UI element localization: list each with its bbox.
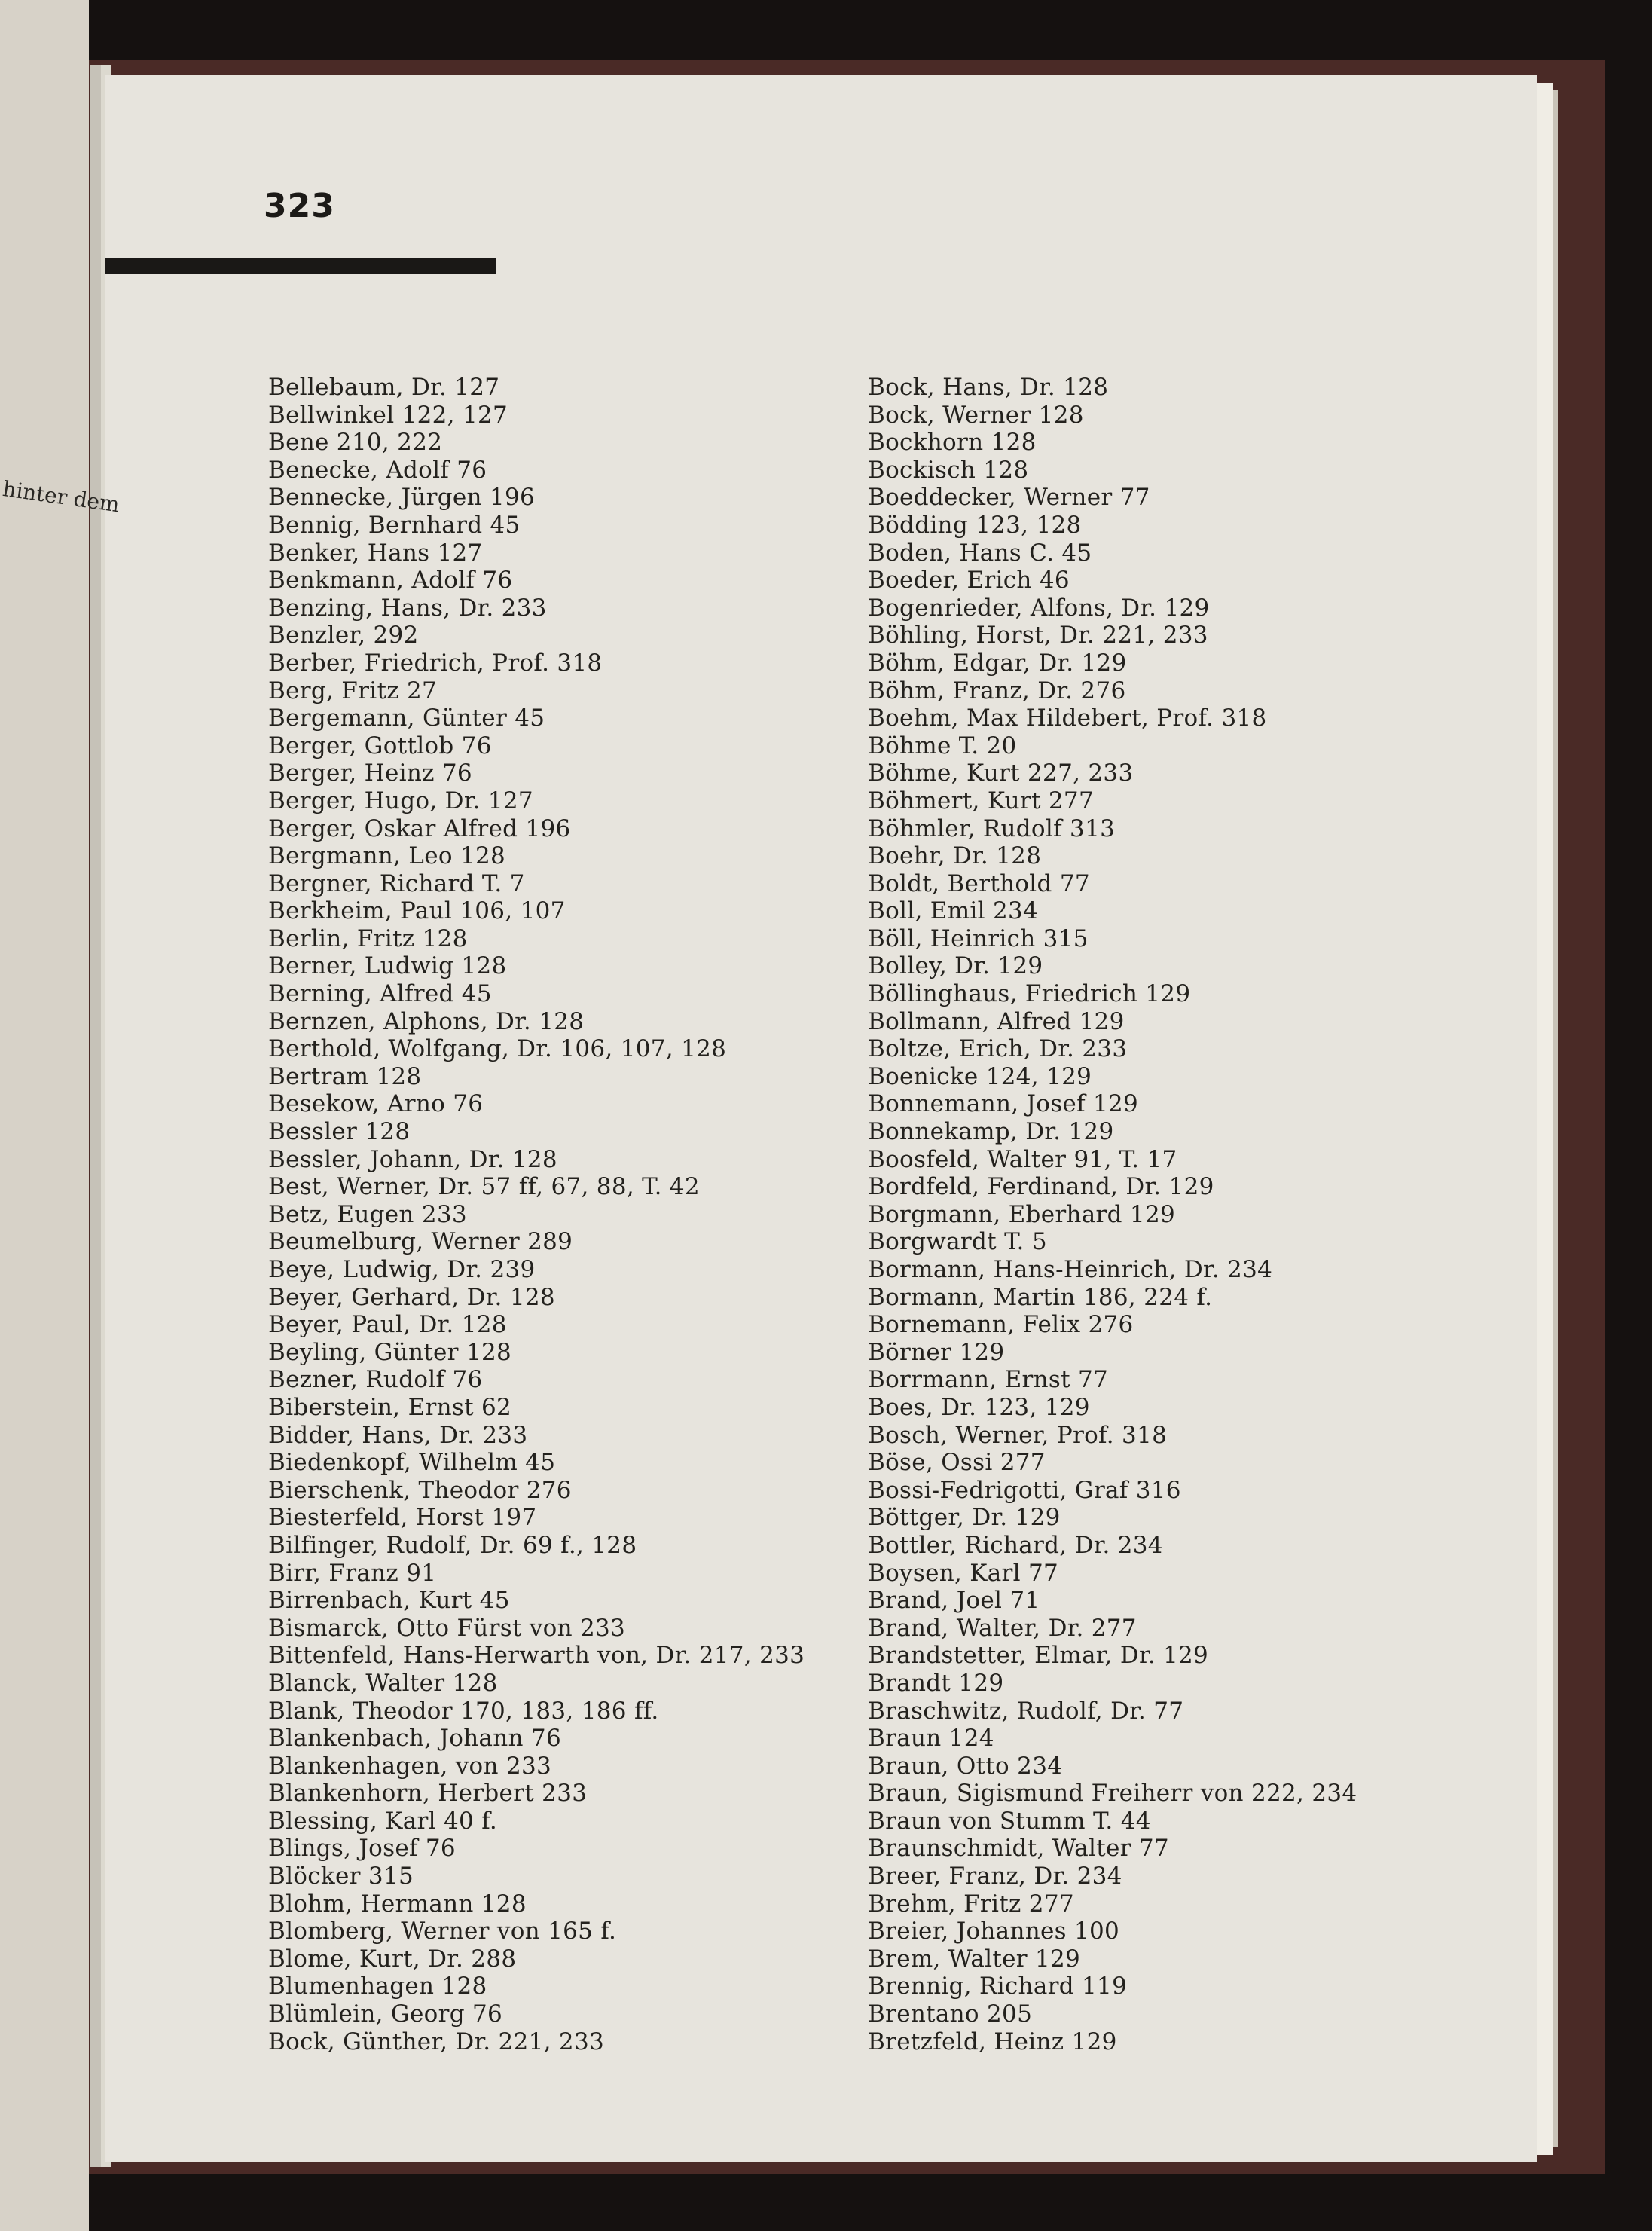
index-entry: Brentano 205 [868,2000,1033,2028]
index-entry: Berkheim, Paul 106, 107 [268,897,566,925]
index-entry: Berner, Ludwig 128 [268,952,507,980]
index-entry: Bock, Günther, Dr. 221, 233 [268,2028,605,2055]
index-entry: Börner 129 [868,1338,1005,1366]
index-entry: Berning, Alfred 45 [268,980,492,1008]
index-entry: Bertram 128 [268,1062,422,1090]
index-entry: Bennecke, Jürgen 196 [268,484,535,512]
index-entry: Boysen, Karl 77 [868,1559,1059,1587]
index-entry: Besekow, Arno 76 [268,1090,484,1118]
index-entry: Bordfeld, Ferdinand, Dr. 129 [868,1173,1214,1201]
index-entry: Bollmann, Alfred 129 [868,1007,1125,1035]
index-entry: Beyer, Paul, Dr. 128 [268,1311,507,1339]
index-entry: Birr, Franz 91 [268,1559,437,1587]
index-entry: Bödding 123, 128 [868,511,1082,539]
index-entry: Biedenkopf, Wilhelm 45 [268,1449,556,1477]
index-entry: Bormann, Martin 186, 224 f. [868,1283,1213,1311]
index-entry: Boeder, Erich 46 [868,567,1070,594]
index-entry: Bretzfeld, Heinz 129 [868,2028,1117,2055]
index-entry: Braun, Otto 234 [868,1752,1063,1780]
index-entry: Bockhorn 128 [868,429,1037,457]
index-entry: Bornemann, Felix 276 [868,1311,1134,1339]
page-stack-edge [1537,83,1553,2155]
left-page-fragment-text: hinter dem [1,476,121,518]
index-entry: Borrmann, Ernst 77 [868,1366,1109,1394]
index-entry: Bottler, Richard, Dr. 234 [868,1531,1163,1559]
index-entry: Blomberg, Werner von 165 f. [268,1918,617,1945]
index-entry: Bosch, Werner, Prof. 318 [868,1421,1168,1449]
index-entry: Blankenhorn, Herbert 233 [268,1780,588,1808]
index-entry: Böse, Ossi 277 [868,1449,1046,1477]
index-entry: Böhm, Franz, Dr. 276 [868,677,1126,704]
index-entry: Blankenhagen, von 233 [268,1752,552,1780]
index-entry: Braunschmidt, Walter 77 [868,1835,1169,1863]
index-entry: Bockisch 128 [868,456,1029,484]
index-entry: Boenicke 124, 129 [868,1062,1092,1090]
index-entry: Böhme T. 20 [868,732,1017,759]
index-entry: Böhm, Edgar, Dr. 129 [868,649,1127,677]
index-entry: Breier, Johannes 100 [868,1918,1120,1945]
index-entry: Beye, Ludwig, Dr. 239 [268,1256,536,1283]
index-entry: Brandstetter, Elmar, Dr. 129 [868,1642,1209,1670]
index-entry: Brem, Walter 129 [868,1945,1081,1973]
index-entry: Beyling, Günter 128 [268,1338,512,1366]
index-entry: Birrenbach, Kurt 45 [268,1587,510,1615]
index-entry: Brand, Joel 71 [868,1587,1040,1615]
index-entry: Boeddecker, Werner 77 [868,484,1150,512]
index-entry: Bessler 128 [268,1118,411,1146]
index-entry: Bolley, Dr. 129 [868,952,1043,980]
index-entry: Berger, Heinz 76 [268,759,472,787]
index-entry: Blome, Kurt, Dr. 288 [268,1945,517,1973]
index-entry: Benker, Hans 127 [268,539,483,567]
index-entry: Braun 124 [868,1725,994,1753]
header-rule [105,258,496,274]
index-entry: Boden, Hans C. 45 [868,539,1092,567]
index-entry: Blanck, Walter 128 [268,1669,498,1697]
index-entry: Brandt 129 [868,1669,1004,1697]
index-entry: Boes, Dr. 123, 129 [868,1393,1090,1421]
index-entry: Böllinghaus, Friedrich 129 [868,980,1191,1008]
index-entry: Bogenrieder, Alfons, Dr. 129 [868,594,1210,622]
index-column-right [868,374,1357,2055]
index-entry: Berger, Oskar Alfred 196 [268,814,571,842]
index-entry: Boll, Emil 234 [868,897,1039,925]
index-entry: Brennig, Richard 119 [868,1973,1128,2000]
index-entry: Berger, Hugo, Dr. 127 [268,787,533,814]
index-entry: Beumelburg, Werner 289 [268,1228,573,1256]
index-column-left [268,374,805,2055]
page-number: 323 [264,187,335,225]
index-entry: Borgwardt T. 5 [868,1228,1047,1256]
index-entry: Bernzen, Alphons, Dr. 128 [268,1007,585,1035]
index-entry: Biesterfeld, Horst 197 [268,1504,537,1532]
index-entry: Boehm, Max Hildebert, Prof. 318 [868,704,1267,732]
index-entry: Breer, Franz, Dr. 234 [868,1863,1122,1890]
index-entry: Biberstein, Ernst 62 [268,1393,512,1421]
index-entry: Boosfeld, Walter 91, T. 17 [868,1145,1177,1173]
index-entry: Brand, Walter, Dr. 277 [868,1614,1137,1642]
index-entry: Blümlein, Georg 76 [268,2000,503,2028]
index-entry: Bellebaum, Dr. 127 [268,374,500,401]
index-entry: Böll, Heinrich 315 [868,924,1089,952]
index-entry: Bennig, Bernhard 45 [268,511,521,539]
index-entry: Bock, Hans, Dr. 128 [868,374,1109,401]
index-entry: Betz, Eugen 233 [268,1200,467,1228]
index-entry: Benkmann, Adolf 76 [268,567,513,594]
index-entry: Bergemann, Günter 45 [268,704,545,732]
index-entry: Bezner, Rudolf 76 [268,1366,483,1394]
index-entry: Bierschenk, Theodor 276 [268,1476,572,1504]
index-entry: Böhling, Horst, Dr. 221, 233 [868,622,1208,649]
index-entry: Berthold, Wolfgang, Dr. 106, 107, 128 [268,1035,727,1063]
index-entry: Braun, Sigismund Freiherr von 222, 234 [868,1780,1357,1808]
index-entry: Bessler, Johann, Dr. 128 [268,1145,557,1173]
index-entry: Bellwinkel 122, 127 [268,401,508,429]
index-entry: Best, Werner, Dr. 57 ff, 67, 88, T. 42 [268,1173,700,1201]
index-entry: Blumenhagen 128 [268,1973,487,2000]
index-entry: Blessing, Karl 40 f. [268,1807,498,1835]
index-entry: Blöcker 315 [268,1863,414,1890]
index-entry: Blank, Theodor 170, 183, 186 ff. [268,1697,659,1725]
index-entry: Beyer, Gerhard, Dr. 128 [268,1283,555,1311]
index-entry: Böttger, Dr. 129 [868,1504,1061,1532]
index-entry: Boldt, Berthold 77 [868,869,1090,897]
index-entry: Bilfinger, Rudolf, Dr. 69 f., 128 [268,1531,637,1559]
index-entry: Bergmann, Leo 128 [268,842,506,870]
index-entry: Böhme, Kurt 227, 233 [868,759,1134,787]
index-entry: Bormann, Hans-Heinrich, Dr. 234 [868,1256,1273,1283]
index-entry: Benzing, Hans, Dr. 233 [268,594,547,622]
index-entry: Boehr, Dr. 128 [868,842,1042,870]
index-entry: Bonnekamp, Dr. 129 [868,1118,1114,1146]
index-entry: Berg, Fritz 27 [268,677,438,704]
index-entry: Borgmann, Eberhard 129 [868,1200,1175,1228]
index-entry: Bidder, Hans, Dr. 233 [268,1421,528,1449]
index-entry: Benecke, Adolf 76 [268,456,487,484]
index-entry: Braschwitz, Rudolf, Dr. 77 [868,1697,1184,1725]
index-entry: Böhmert, Kurt 277 [868,787,1094,814]
index-entry: Bittenfeld, Hans-Herwarth von, Dr. 217, 233 [268,1642,805,1670]
index-entry: Blohm, Hermann 128 [268,1890,527,1918]
index-entry: Bismarck, Otto Fürst von 233 [268,1614,626,1642]
index-entry: Berlin, Fritz 128 [268,924,468,952]
index-entry: Benzler, 292 [268,622,419,649]
index-entry: Berger, Gottlob 76 [268,732,492,759]
index-entry: Bonnemann, Josef 129 [868,1090,1139,1118]
index-entry: Bene 210, 222 [268,429,443,457]
index-entry: Boltze, Erich, Dr. 233 [868,1035,1128,1063]
index-entry: Berber, Friedrich, Prof. 318 [268,649,603,677]
index-entry: Blings, Josef 76 [268,1835,456,1863]
index-entry: Blankenbach, Johann 76 [268,1725,561,1753]
index-entry: Bergner, Richard T. 7 [268,869,525,897]
index-entry: Brehm, Fritz 277 [868,1890,1074,1918]
index-entry: Braun von Stumm T. 44 [868,1807,1151,1835]
index-entry: Bossi-Fedrigotti, Graf 316 [868,1476,1181,1504]
index-entry: Böhmler, Rudolf 313 [868,814,1116,842]
index-entry: Bock, Werner 128 [868,401,1084,429]
